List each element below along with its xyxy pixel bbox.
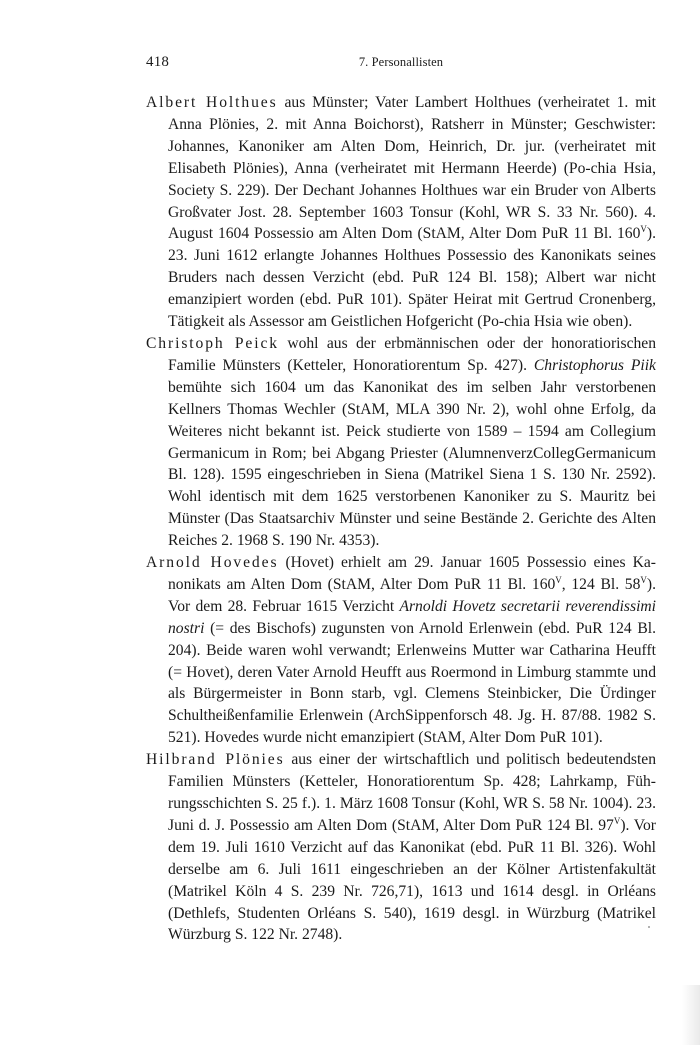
italic-quotation: Arnoldi Hovetz secretarii reverendissimi nostri	[168, 597, 656, 637]
entry-text: wohl aus der erbmännischen oder der honoratiorischen Familie Münsters (Ketteler, Honoratiorentum Sp. 427).	[168, 334, 657, 374]
page-header	[146, 54, 656, 76]
entry-text: aus Münster; Vater Lambert Holthues (verheiratet 1. mit Anna Plönies, 2. mit Anna Boichorst), Ratsherr in Münster; Geschwister: Johannes, Kanoniker am Alten Dom, Heinrich, Dr. jur. (verheiratet mit Elisabeth Plönies), Anna (verheiratet mit Hermann Heerde) (Po-chia Hsia, Society S. 229). Der Dechant Johannes Holthues war ein Bruder von Alberts Großvater Jost. 28. September 1603 Tonsur (Kohl, WR S. 33 Nr. 560). 4. August 1604 Possessio am Alten Dom (StAM, Alter Dom PuR 11 Bl. 160	[168, 94, 657, 243]
folio-superscript: V	[555, 574, 562, 585]
entry-text: , 124 Bl. 58	[561, 575, 641, 593]
running-head: 7. Personallisten	[358, 55, 444, 69]
register-entry	[146, 333, 656, 552]
folio-superscript: V	[640, 224, 647, 235]
entry-text: ). Vor dem 28. Februar 1615 Verzicht	[168, 575, 656, 615]
folio-superscript: V	[613, 815, 621, 826]
entry-text: aus einer der wirtschaftlich und politisch bedeutendsten Familien Münsters (Ketteler, Honoratiorentum Sp. 428; Lahrkamp, Führungsschichten S. 25 f.). 1. März 1608 Tonsur (Kohl, WR S. 58 Nr. 1004). 23. Juni d. J. Possessio am Alten Dom (StAM, Alter Dom PuR 124 Bl. 97	[168, 751, 656, 834]
entry-name: Albert Holthues	[146, 94, 278, 111]
entry-name: Arnold Hovedes	[146, 554, 279, 572]
entry-list	[146, 92, 656, 946]
register-entry	[146, 749, 656, 946]
italic-quotation: Christophorus Piik	[533, 356, 656, 374]
page-number: 418	[146, 54, 170, 70]
entry-text: ). Vor dem 19. Juli 1610 Verzicht auf das Kanonikat (ebd. PuR 11 Bl. 326). Wohl derselbe am 6. Juli 1611 eingeschrieben an der Kölner Artistenfakultät (Matrikel Köln 4 S. 239 Nr. 726,71), 1613 und 1614 desgl. in Orléans (Dethlefs, Studenten Orléans S. 540), 1619 desgl. in Würzburg (Matrikel Würzburg S. 122 Nr. 2748).	[168, 816, 656, 944]
stray-mark	[648, 926, 650, 928]
entry-name: Hilbrand Plönies	[146, 751, 285, 769]
folio-superscript: V	[640, 574, 647, 585]
entry-text: bemühte sich 1604 um das Kanonikat des im selben Jahr verstorbenen Kellners Thomas Wechler (StAM, MLA 390 Nr. 2), wohl ohne Erfolg, da Weiteres nicht bekannt ist. Peick studierte von 1589 – 1594 am Collegium Germanicum in Rom; bei Abgang Priester (AlumnenverzCollegGermanicum Bl. 128). 1595 eingeschrieben in Siena (Matrikel Siena 1 S. 130 Nr. 2592). Wohl identisch mit dem 1625 verstorbenen Kanoniker zu S. Mauritz bei Münster (Das Staatsarchiv Münster und seine Bestände 2. Gerichte des Alten Reiches 2. 1968 S. 190 Nr. 4353).	[168, 378, 656, 550]
entry-name: Christoph Peick	[146, 334, 279, 352]
entry-text: (Hovet) erhielt am 29. Januar 1605 Possessio eines Kanonikats am Alten Dom (StAM, Alter Dom PuR 11 Bl. 160	[168, 554, 656, 593]
register-entry	[146, 92, 656, 333]
register-entry	[146, 552, 656, 749]
entry-text: ). 23. Juni 1612 erlangte Johannes Holthues Possessio des Kanonikats seines Bruders nach dessen Verzicht (ebd. PuR 124 Bl. 158); Albert war nicht emanzipiert worden (ebd. PuR 101). Später Heirat mit Gertrud Cronenberg, Tätigkeit als Assessor am Geistlichen Hofgericht (Po-chia Hsia wie oben).	[168, 225, 656, 331]
page-edge-shadow	[682, 985, 700, 1045]
entry-text: (= des Bischofs) zugunsten von Arnold Erlenwein (ebd. PuR 124 Bl. 204). Beide waren wohl verwandt; Erlenweins Mutter war Catharina Heufft (= Hovet), deren Vater Arnold Heufft aus Roermond in Limburg stammte und als Bürgermeister in Bonn starb, vgl. Clemens Steinbicker, Die Ürdinger Schultheißenfamilie Erlenwein (ArchSippenforsch 48. Jg. H. 87/88. 1982 S. 521). Hovedes wurde nicht emanzipiert (StAM, Alter Dom PuR 101).	[168, 619, 656, 747]
